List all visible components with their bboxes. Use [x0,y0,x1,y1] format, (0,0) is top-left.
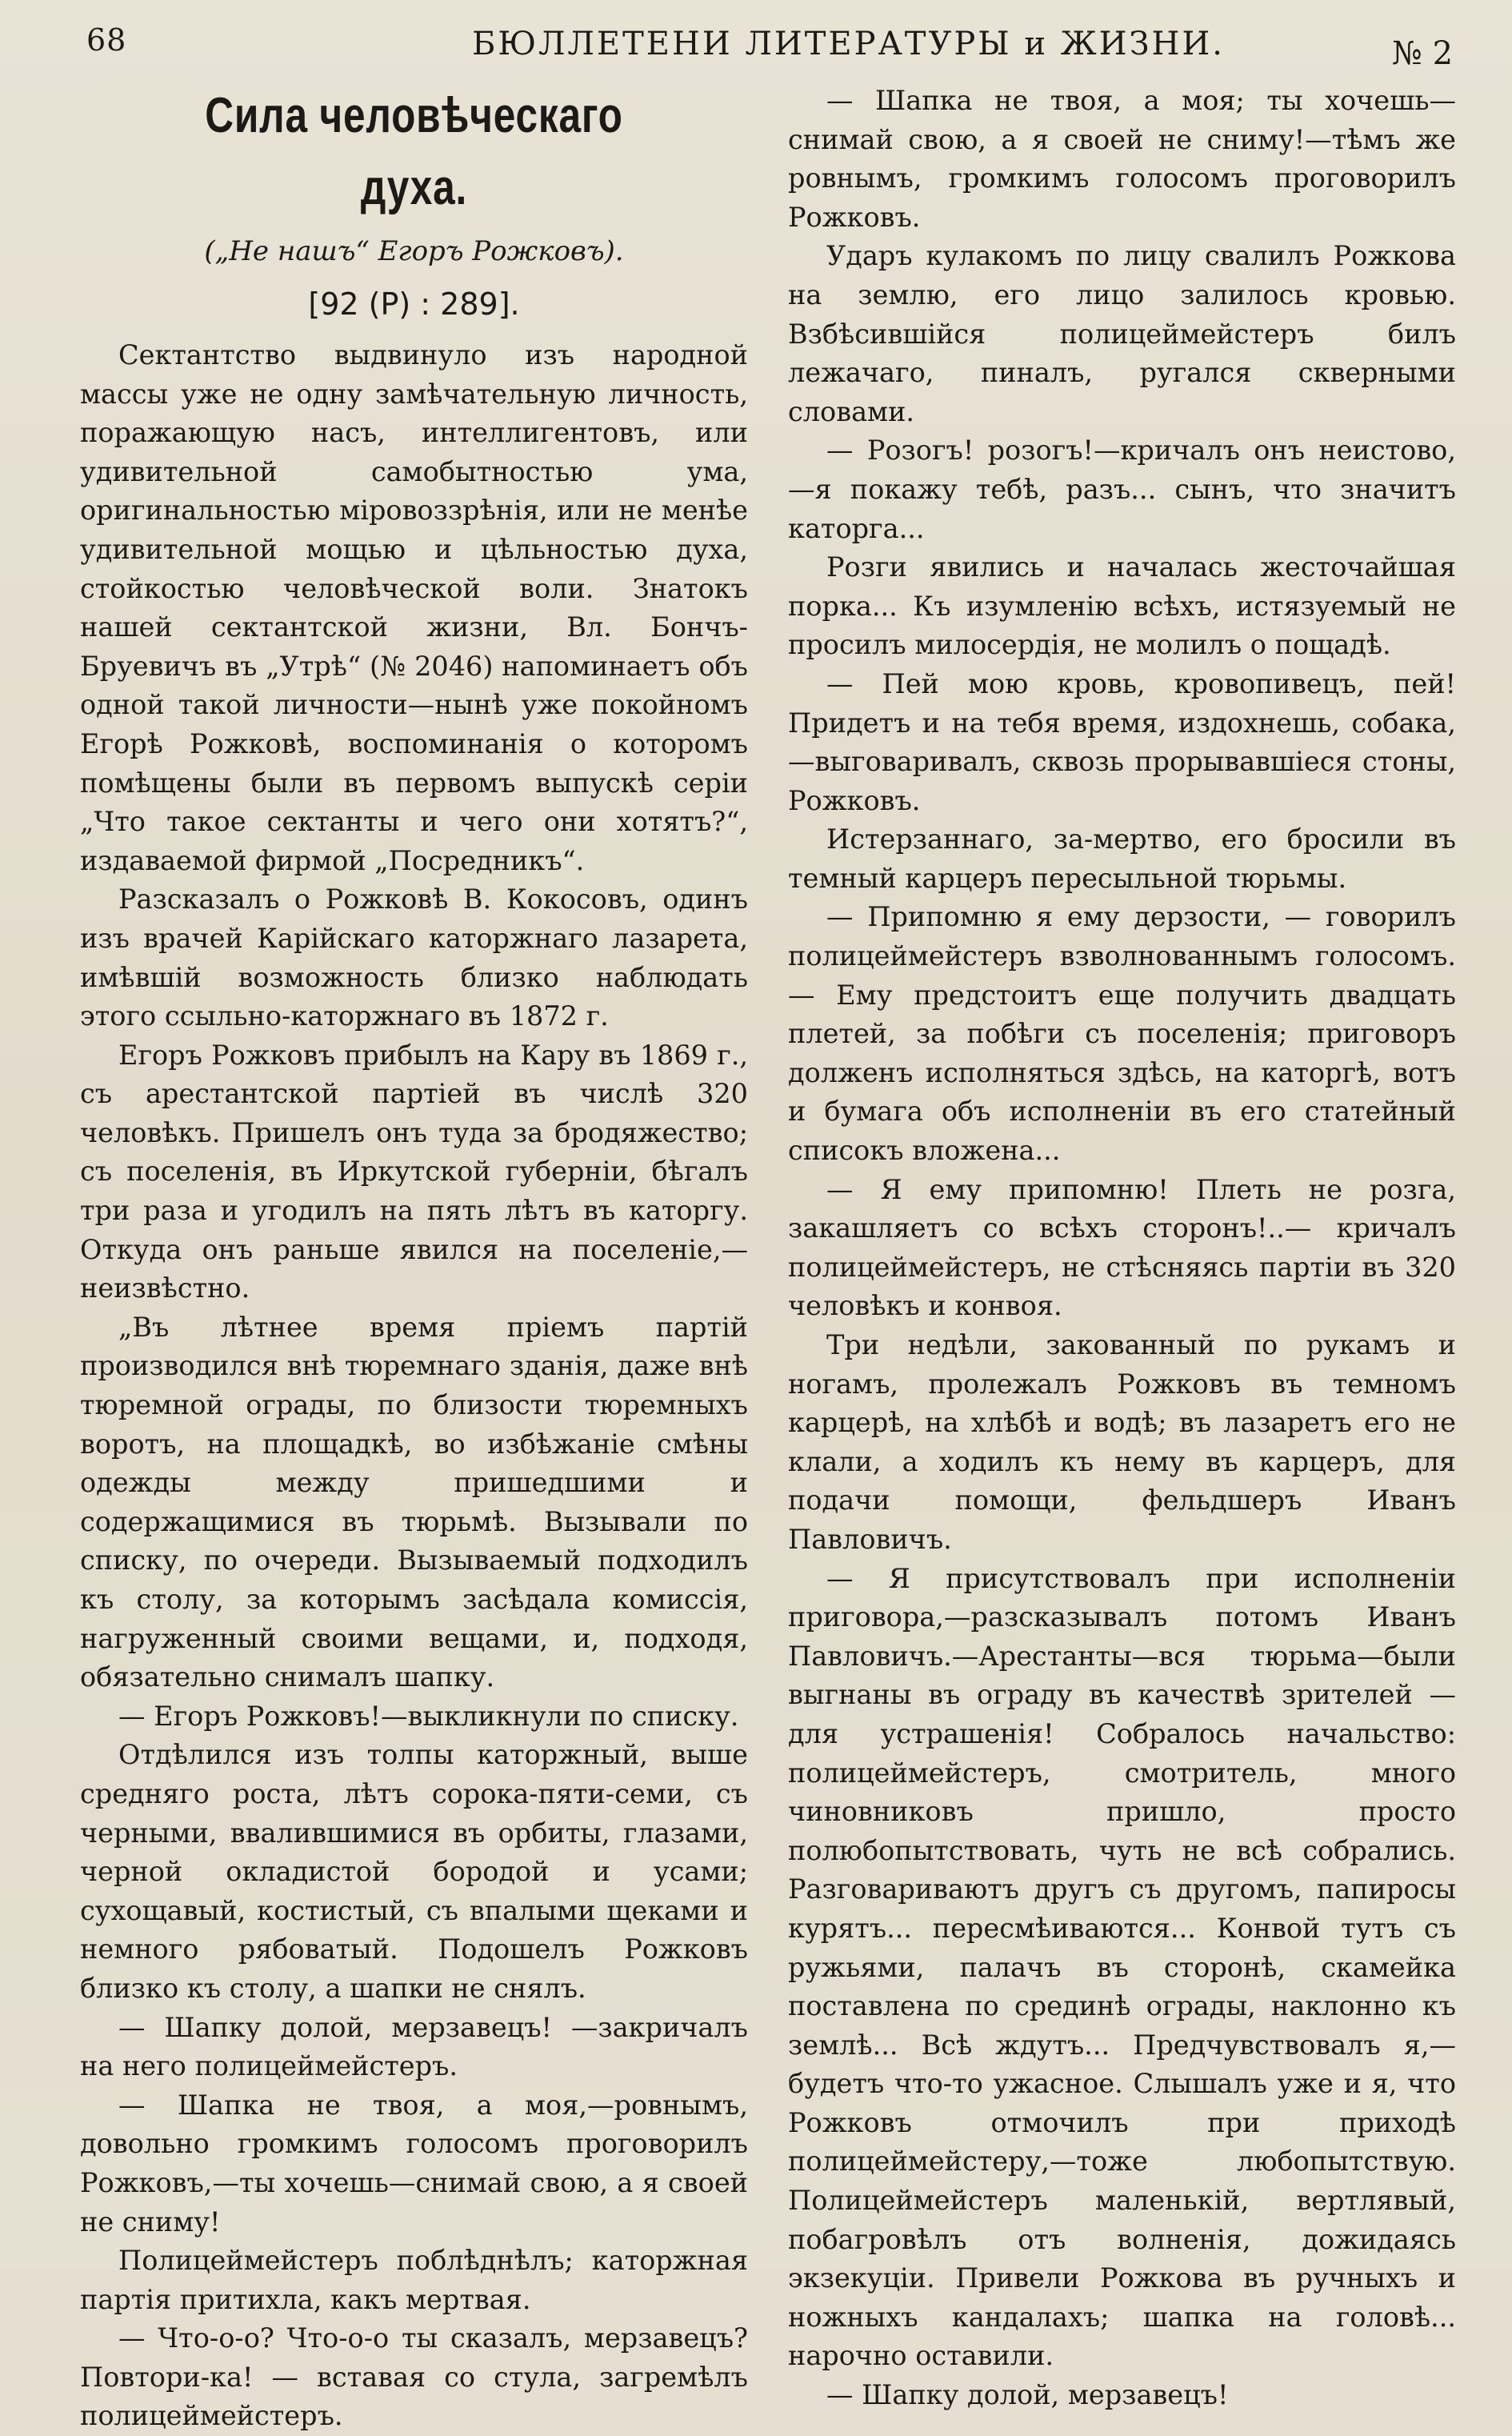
paragraph: — Розогъ! розогъ!—кричалъ онъ неистово,—я покажу тебѣ, разъ... сынъ, что значитъ каторга... [788,435,1456,544]
paragraph: Разсказалъ о Рожковѣ В. Кокосовъ, одинъ изъ врачей Карійскаго каторжнаго лазарета, имѣвшій возможность близко наблюдать этого ссыльно-каторжнаго въ 1872 г. [80,883,748,1032]
paragraph: Отдѣлился изъ толпы каторжный, выше средняго роста, лѣтъ сорока-пяти-семи, съ черными, ввалившимися въ орбиты, глазами, черной окладистой бородой и усами; сухощавый, костистый, съ впалыми щеками и немного рябоватый. Подошелъ Рожковъ близко къ столу, а шапки не снялъ. [80,1739,748,2004]
paragraph: — Шапку долой, мерзавецъ! —закричалъ на него полицеймейстеръ. [80,2011,748,2082]
issue-number: № 2 [1392,35,1454,72]
journal-title: БЮЛЛЕТЕНИ ЛИТЕРАТУРЫ и ЖИЗНИ. [472,26,1225,62]
right-column [788,82,1456,2415]
running-head [0,14,1512,78]
paragraph: — Припомню я ему дерзости, — говорилъ полицеймейстеръ взволнованнымъ голосомъ.— Ему предстоитъ еще получить двадцать плетей, за побѣги съ поселенія; приговоръ долженъ исполняться здѣсь, на каторгѣ, вотъ и бумага объ исполненіи въ его статейный списокъ вложена... [788,901,1456,1167]
paragraph: Истерзаннаго, за-мертво, его бросили въ темный карцеръ пересыльной тюрьмы. [788,823,1456,894]
paragraph: — Я присутствовалъ при исполненіи приговора,—разсказывалъ потомъ Иванъ Павловичъ.—Арестанты—вся тюрьма—были выгнаны въ ограду въ качествѣ зрителей — для устрашенія! Собралось начальство: полицеймейстеръ, смотритель, много чиновниковъ пришло, просто полюбопытствовать, чуть не всѣ собрались. Разговариваютъ другъ съ другомъ, папиросы курятъ... пересмѣиваются... Конвой тутъ съ ружьями, палачъ въ сторонѣ, скамейка поставлена по срединѣ ограды, наклонно къ землѣ... Всѣ ждутъ... Предчувствовалъ я,—будетъ что-то ужасное. Слышалъ уже и я, что Рожковъ отмочилъ при приходѣ полицеймейстеру,—тоже любопытствую. Полицеймейстеръ маленькій, вертлявый, побагровѣлъ отъ волненія, дожидаясь экзекуціи. Привели Рожкова въ ручныхъ и ножныхъ кандалахъ; шапка на головѣ... нарочно оставили. [788,1562,1456,2372]
article-title: Сила человѣческаго духа. [205,88,623,215]
paragraph: — Я ему припомню! Плеть не розга, закашляетъ со всѣхъ сторонъ!..— кричалъ полицеймейстеръ, не стѣсняясь партіи въ 320 человѣкъ и конвоя. [788,1173,1456,1322]
paragraph: — Егоръ Рожковъ!—выкликнули по списку. [118,1700,739,1732]
paragraph: Полицеймейстеръ поблѣднѣлъ; каторжная партія притихла, какъ мертвая. [80,2245,748,2315]
page-number: 68 [86,22,127,58]
paragraph: — Что-о-о? Что-о-о ты сказалъ, мерзавецъ? Повтори-ка! — вставая со стула, загремѣлъ полицеймейстеръ. [80,2322,748,2432]
paragraph: Ударъ кулакомъ по лицу свалилъ Рожкова на землю, его лицо залилось кровью. Взбѣсившійся полицеймейстеръ билъ лежачаго, пиналъ, ругался скверными словами. [788,240,1456,427]
paragraph: Три недѣли, закованный по рукамъ и ногамъ, пролежалъ Рожковъ въ темномъ карцерѣ, на хлѣбѣ и водѣ; въ лазаретъ его не клали, а ходилъ къ нему въ карцеръ, для подачи помощи, фельдшеръ Иванъ Павловичъ. [788,1329,1456,1555]
article-subtitle: („Не нашъ“ Егоръ Рожковъ). [204,235,624,267]
paragraph: Розги явились и началась жесточайшая порка... Къ изумленію всѣхъ, истязуемый не просилъ милосердія, не молилъ о пощадѣ. [788,551,1456,661]
paragraph: — Шапку долой, мерзавецъ! [826,2379,1229,2411]
paragraph: — Пей мою кровь, кровопивецъ, пей! Придетъ и на тебя время, издохнешь, собака,—выговаривалъ, сквозь прорывавшіеся стоны, Рожковъ. [788,667,1456,816]
classification-code: [92 (Р) : 289]. [308,286,520,322]
paragraph: — Шапка не твоя, а моя,—ровнымъ, довольно громкимъ голосомъ проговорилъ Рожковъ,—ты хочешь—снимай свою, а я своей не сниму! [80,2089,748,2238]
paragraph: Сектантство выдвинуло изъ народной массы уже не одну замѣчательную личность, поражающую насъ, интеллигентовъ, или удивительной самобытностью ума, оригинальностью міровоззрѣнія, или не менѣе удивительной мощью и цѣльностью духа, стойкостью человѣческой воли. Знатокъ нашей сектантской жизни, Вл. Бончъ-Бруевичъ въ „Утрѣ“ (№ 2046) напоминаетъ объ одной такой личности—нынѣ уже покойномъ Егорѣ Рожковѣ, воспоминанія о которомъ помѣщены были въ первомъ выпускѣ серіи „Что такое сектанты и чего они хотятъ?“, издаваемой фирмой „Посредникъ“. [80,339,748,876]
paragraph: Егоръ Рожковъ прибылъ на Кару въ 1869 г., съ арестантской партіей въ числѣ 320 человѣкъ. Пришелъ онъ туда за бродяжество; съ поселенія, въ Иркутской губерніи, бѣгалъ три раза и угодилъ на пять лѣтъ въ каторгу. Откуда онъ раньше явился на поселеніе,—неизвѣстно. [80,1039,748,1304]
paragraph: „Въ лѣтнее время пріемъ партій производился внѣ тюремнаго зданія, даже внѣ тюремной ограды, по близости тюремныхъ воротъ, на площадкѣ, во избѣжаніе смѣны одежды между пришедшими и содержащимися въ тюрьмѣ. Вызывали по списку, по очереди. Вызываемый подходилъ къ столу, за которымъ засѣдала комиссія, нагруженный своими вещами, и, подходя, обязательно снималъ шапку. [80,1311,748,1693]
left-column [80,80,748,2436]
paragraph: — Шапка не твоя, а моя; ты хочешь—снимай свою, а я своей не сниму!—тѣмъ же ровнымъ, громкимъ голосомъ проговорилъ Рожковъ. [788,85,1456,233]
